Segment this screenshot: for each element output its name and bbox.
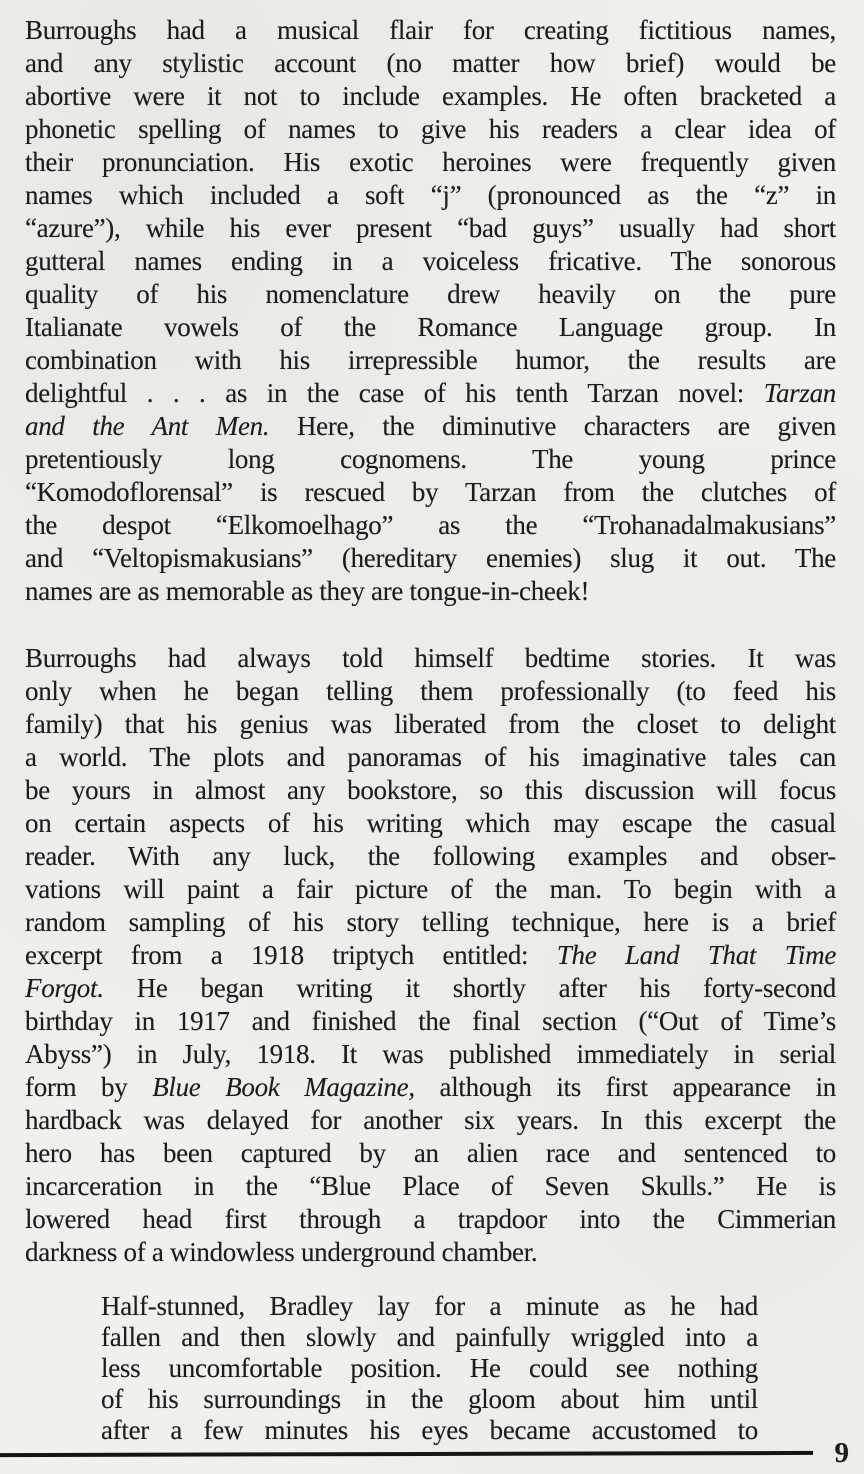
text-line	[25, 708, 836, 741]
text-run: incarceration in the “Blue Place of Seven Skulls.” He is	[25, 1171, 836, 1201]
text-run: although its first appearance in	[414, 1072, 836, 1102]
text-line	[25, 212, 836, 245]
text-run: Burroughs had a musical flair for creating fictitious names,	[25, 15, 836, 45]
text-run: fallen and then slowly and painfully wriggled into a	[101, 1322, 758, 1352]
text-run: random sampling of his story telling technique, here is a brief	[25, 907, 836, 937]
italic-title-run: Forgot.	[25, 973, 104, 1003]
text-line	[25, 939, 836, 972]
text-line	[101, 1322, 758, 1353]
text-line	[25, 344, 836, 377]
text-line	[25, 840, 836, 873]
text-run: Here, the diminutive characters are given	[269, 411, 836, 441]
text-run: only when he began telling them professionally (to feed his	[25, 676, 836, 706]
text-line	[25, 245, 836, 278]
text-run: vations will paint a fair picture of the man. To begin with a	[25, 874, 836, 904]
text-line	[101, 1353, 758, 1384]
text-line	[25, 146, 836, 179]
blockquote-excerpt	[101, 1291, 758, 1446]
text-line	[101, 1291, 758, 1322]
text-run: He began writing it shortly after his forty-second	[103, 973, 836, 1003]
text-run: reader. With any luck, the following examples and obser-	[25, 841, 836, 871]
text-line	[25, 14, 836, 47]
text-line	[25, 642, 836, 675]
text-line	[25, 377, 836, 410]
text-line	[25, 972, 836, 1005]
text-run: Half-stunned, Bradley lay for a minute as he had	[101, 1291, 758, 1321]
page-footer	[0, 1439, 864, 1468]
text-line	[25, 774, 836, 807]
text-run: Italianate vowels of the Romance Language group. In	[25, 312, 836, 342]
text-run: be yours in almost any bookstore, so this discussion will focus	[25, 775, 836, 805]
text-run: hardback was delayed for another six years. In this excerpt the	[25, 1105, 836, 1135]
italic-title-run: and the Ant Men.	[25, 411, 270, 441]
text-run: a world. The plots and panoramas of his imaginative tales can	[25, 742, 836, 772]
text-run: and “Veltopismakusians” (hereditary enemies) slug it out. The	[25, 543, 836, 573]
text-run: birthday in 1917 and finished the final section (“Out of Time’s	[25, 1006, 836, 1036]
text-line	[25, 113, 836, 146]
text-run: less uncomfortable position. He could see nothing	[101, 1353, 758, 1383]
text-run: excerpt from a 1918 triptych entitled:	[25, 940, 557, 970]
text-run: hero has been captured by an alien race and sentenced to	[25, 1138, 836, 1168]
text-column	[25, 14, 836, 1446]
text-run: family) that his genius was liberated from the closet to delight	[25, 709, 836, 739]
text-run: quality of his nomenclature drew heavily on the pure	[25, 279, 836, 309]
text-run: “azure”), while his ever present “bad guys” usually had short	[25, 213, 836, 243]
text-run: the despot “Elkomoelhago” as the “Trohanadalmakusians”	[25, 510, 836, 540]
text-line	[25, 873, 836, 906]
text-line	[25, 1104, 836, 1137]
text-line	[25, 1038, 836, 1071]
text-run: on certain aspects of his writing which may escape the casual	[25, 808, 836, 838]
text-line	[25, 542, 836, 575]
text-run: after a few minutes his eyes became accustomed to	[101, 1415, 758, 1445]
text-run: Burroughs had always told himself bedtime stories. It was	[25, 643, 836, 673]
text-line	[25, 1137, 836, 1170]
text-run: “Komodoflorensal” is rescued by Tarzan from the clutches of	[25, 477, 836, 507]
text-line	[25, 1170, 836, 1203]
text-line	[25, 509, 836, 542]
text-line	[25, 179, 836, 212]
text-line	[25, 410, 836, 443]
text-line	[25, 741, 836, 774]
paragraph-bedtime-stories	[25, 642, 836, 1269]
text-line	[25, 906, 836, 939]
footer-rule	[0, 1450, 813, 1456]
text-line	[25, 443, 836, 476]
paragraph-names	[25, 14, 836, 608]
italic-title-run: Blue Book Magazine,	[152, 1072, 415, 1102]
text-line	[25, 311, 836, 344]
text-run: pretentiously long cognomens. The young prince	[25, 444, 836, 474]
text-line	[25, 476, 836, 509]
text-run: gutteral names ending in a voiceless fricative. The sonorous	[25, 246, 836, 276]
text-line	[25, 1203, 836, 1236]
text-line	[25, 675, 836, 708]
text-run: combination with his irrepressible humor, the results are	[25, 345, 836, 375]
text-run: form by	[25, 1072, 153, 1102]
text-line	[25, 1236, 836, 1269]
text-run: names which included a soft “j” (pronounced as the “z” in	[25, 180, 836, 210]
text-run: Abyss”) in July, 1918. It was published immediately in serial	[25, 1039, 836, 1069]
text-run: names are as memorable as they are tongue-in-cheek!	[25, 576, 590, 606]
text-line	[25, 278, 836, 311]
text-line	[25, 1071, 836, 1104]
text-run: delightful . . . as in the case of his tenth Tarzan novel:	[25, 378, 764, 408]
page-number: 9	[834, 1437, 849, 1469]
italic-title-run: The Land That Time	[556, 940, 836, 970]
text-run: and any stylistic account (no matter how brief) would be	[25, 48, 836, 78]
text-run: of his surroundings in the gloom about him until	[101, 1384, 758, 1414]
text-run: lowered head first through a trapdoor into the Cimmerian	[25, 1204, 836, 1234]
text-line	[25, 80, 836, 113]
text-line	[25, 47, 836, 80]
text-run: abortive were it not to include examples. He often bracketed a	[25, 81, 836, 111]
italic-title-run: Tarzan	[763, 378, 836, 408]
text-line	[101, 1384, 758, 1415]
text-run: darkness of a windowless underground chamber.	[25, 1237, 538, 1267]
text-line	[25, 807, 836, 840]
text-line	[25, 575, 836, 608]
text-run: their pronunciation. His exotic heroines were frequently given	[25, 147, 836, 177]
text-line	[25, 1005, 836, 1038]
text-run: phonetic spelling of names to give his readers a clear idea of	[25, 114, 836, 144]
